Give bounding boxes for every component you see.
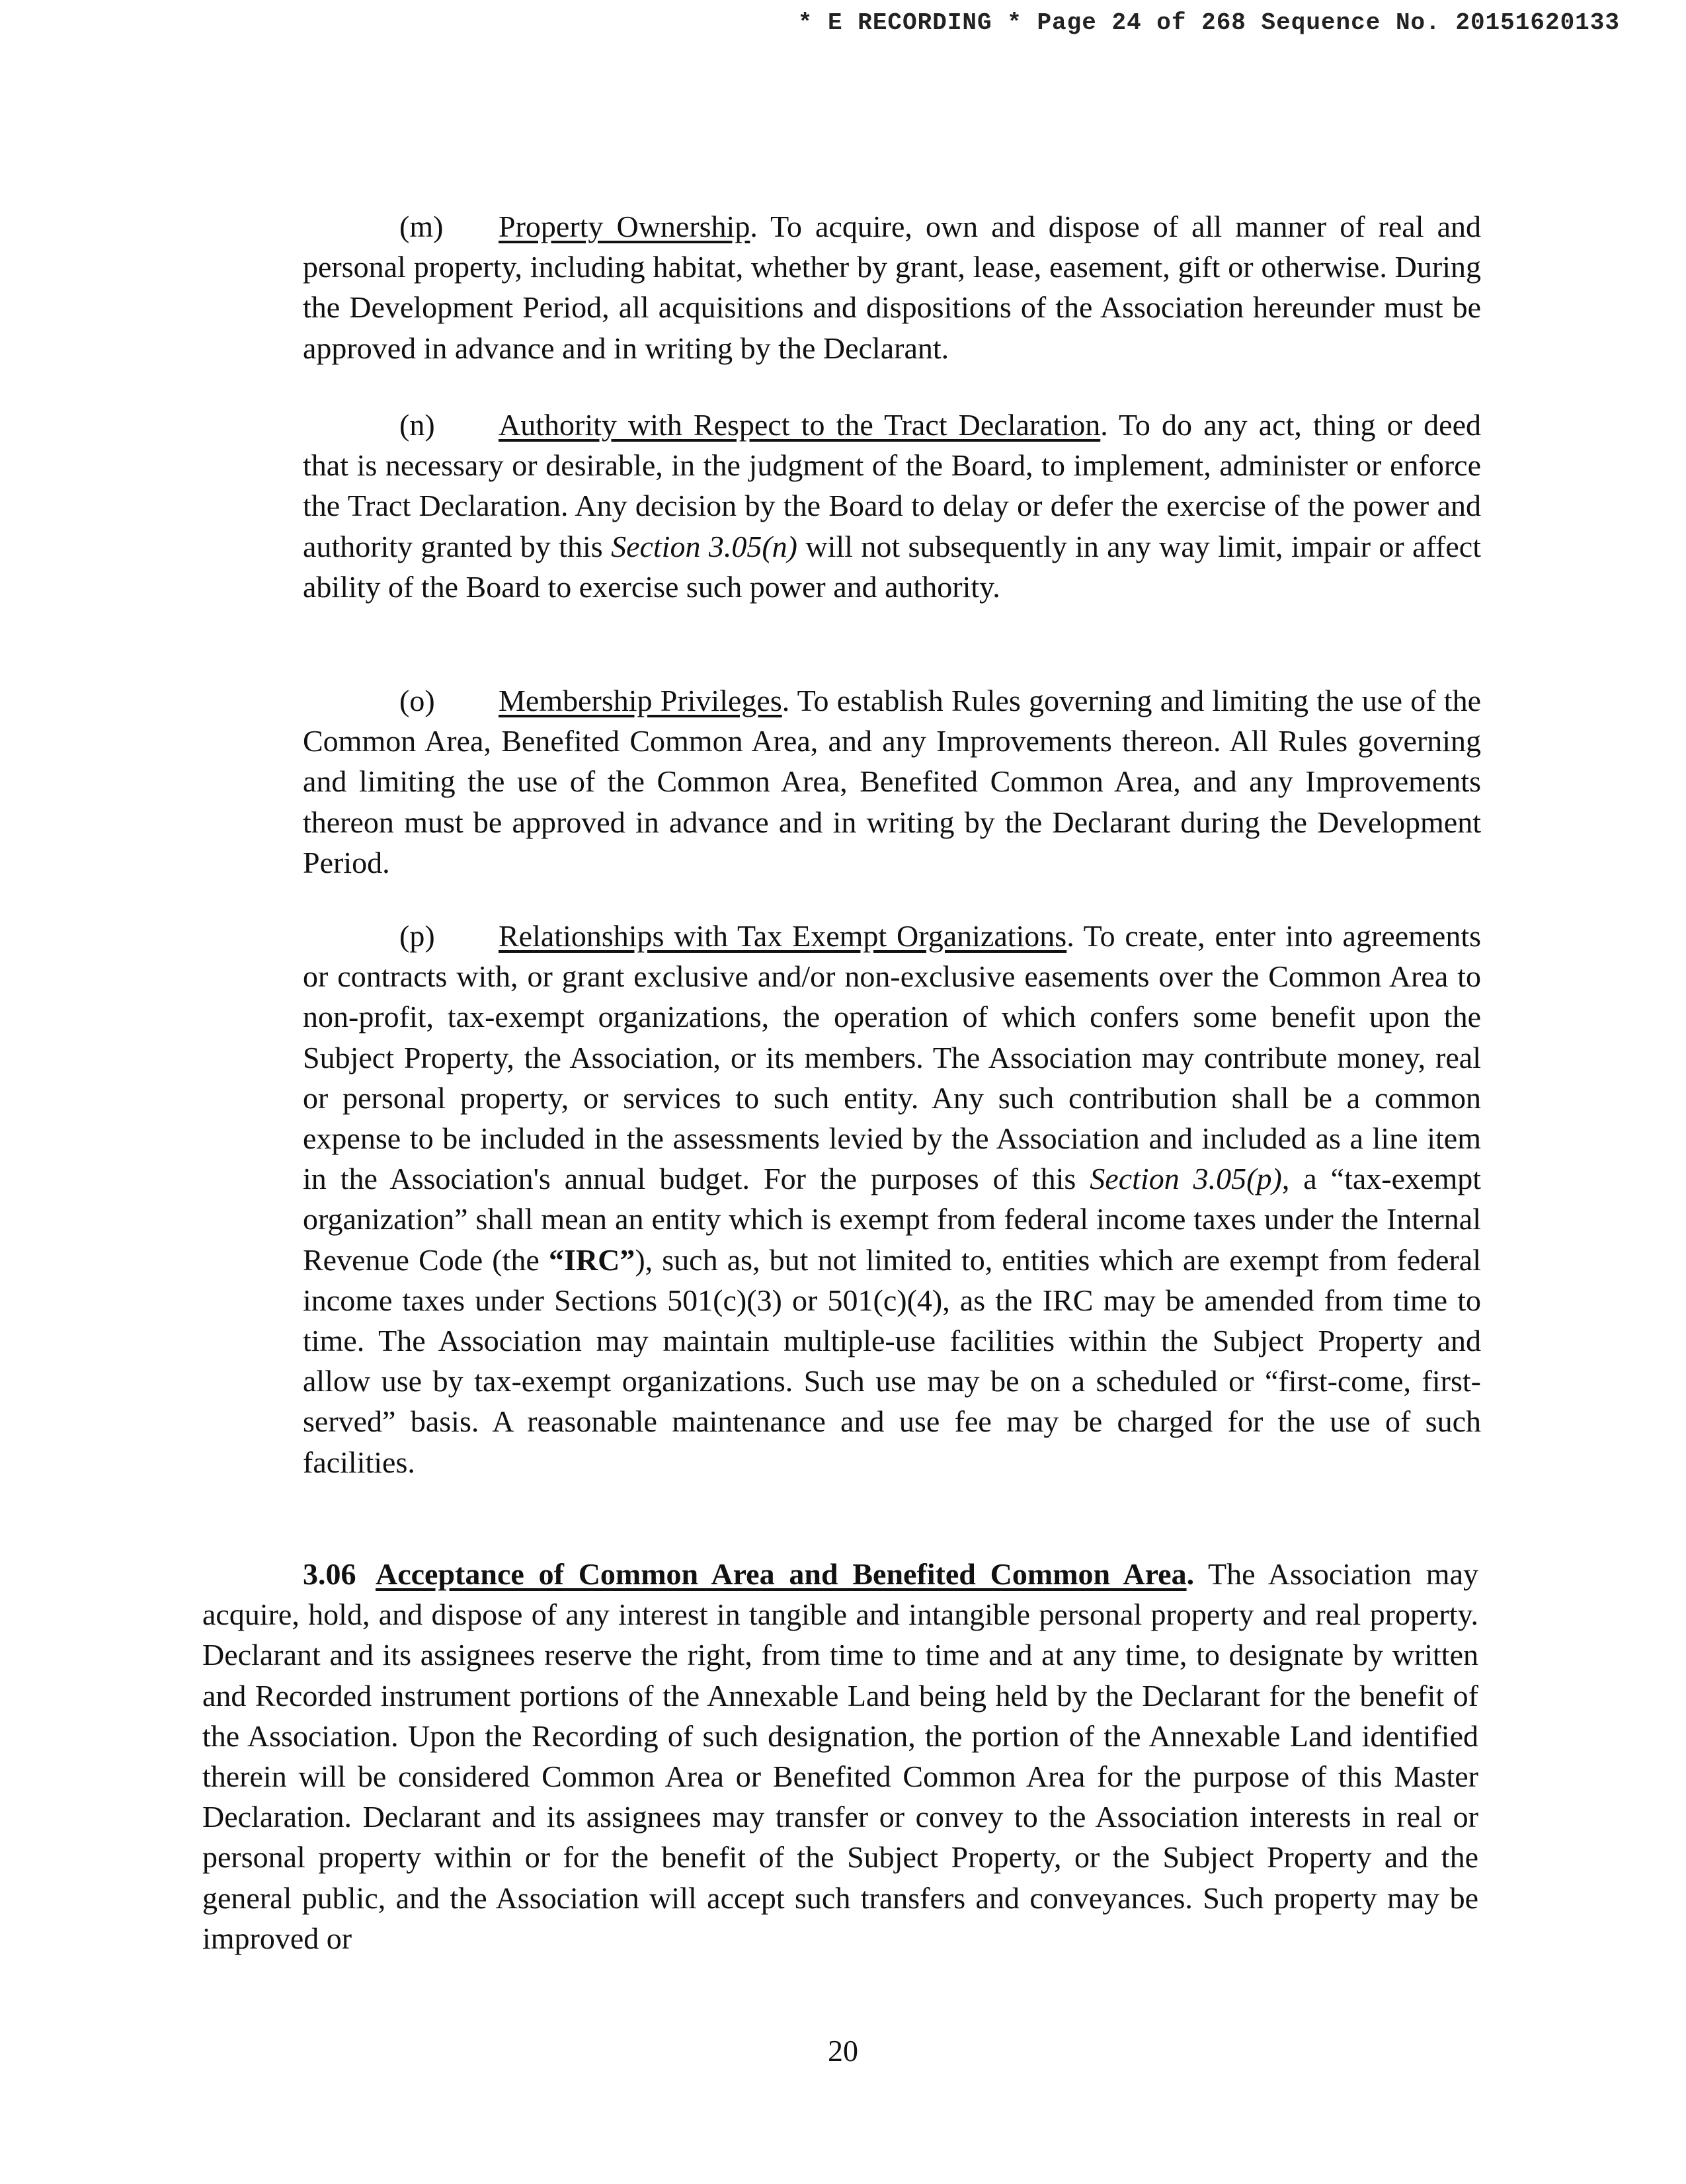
paragraph-text: will not subsequently in any way limit, impair or affect ability of the Board to exercise such power and authority. bbox=[303, 529, 1481, 604]
section-heading: Acceptance of Common Area and Benefited Common Area bbox=[376, 1557, 1187, 1591]
paragraph-heading: Authority with Respect to the Tract Declaration bbox=[499, 408, 1101, 442]
paragraph-text: , a “tax-exempt organization” shall mean an entity which is exempt from federal income taxes under the Internal Revenue Code (the bbox=[303, 1162, 1482, 1277]
heading-period: . bbox=[1186, 1557, 1195, 1591]
paragraph-label: (p) bbox=[399, 919, 435, 953]
paragraph-text: . To do any act, thing or deed that is necessary or desirable, in the judgment of the Board, to implement, administer or enforce the Tract Declaration. Any decision by the Board to delay or defer the exercise of the power and authority granted by this bbox=[303, 408, 1481, 563]
defined-term: “IRC” bbox=[548, 1242, 635, 1277]
paragraph-text: ), such as, but not limited to, entities which are exempt from federal income taxes under Sections 501(c)(3) or 501(c)(4), as the IRC may be amended from time to time. The Association may maintain multiple-use facilities within the Subject Property and allow use by tax-exempt organizations. Such use may be on a scheduled or “first-come, first-served” basis. A reasonable maintenance and use fee may be charged for the use of such facilities. bbox=[303, 1242, 1481, 1479]
paragraph-heading: Relationships with Tax Exempt Organizations bbox=[499, 919, 1067, 953]
paragraph-label: (o) bbox=[399, 684, 435, 717]
paragraph-m bbox=[303, 206, 1481, 368]
paragraph-heading: Property Ownership bbox=[499, 210, 750, 243]
paragraph-label: (n) bbox=[399, 408, 435, 442]
paragraph-text: . To create, enter into agreements or contracts with, or grant exclusive and/or non-exclusive easements over the Common Area to non-profit, tax-exempt organizations, the operation of which confers some benefit upon the Subject Property, the Association, or its members. The Association may contribute money, real or personal property, or services to such entity. Any such contribution shall be a common expense to be included in the assessments levied by the Association and included as a line item in the Association's annual budget. For the purposes of this bbox=[303, 919, 1482, 1196]
recording-header: * E RECORDING * Page 24 of 268 Sequence No. 20151620133 bbox=[797, 9, 1620, 36]
paragraph-text: . To establish Rules governing and limiting the use of the Common Area, Benefited Common Area, and any Improvements thereon. All Rules governing and limiting the use of the Common Area, Benefited Common Area, and any Improvements thereon must be approved in advance and in writing by the Declarant during the Development Period. bbox=[303, 684, 1481, 879]
section-3-06 bbox=[202, 1554, 1478, 1959]
section-text: The Association may acquire, hold, and dispose of any interest in tangible and intangible personal property and real property. Declarant and its assignees reserve the right, from time to time and at any time, to designate by written and Recorded instrument portions of the Annexable Land being held by the Declarant for the benefit of the Association. Upon the Recording of such designation, the portion of the Annexable Land identified therein will be considered Common Area or Benefited Common Area for the purpose of this Master Declaration. Declarant and its assignees may transfer or convey to the Association interests in real or personal property within or for the benefit of the Subject Property, or the Subject Property and the general public, and the Association will accept such transfers and conveyances. Such property may be improved or bbox=[202, 1557, 1478, 1955]
paragraph-label: (m) bbox=[399, 210, 444, 243]
section-number: 3.06 bbox=[303, 1557, 356, 1591]
page-number: 20 bbox=[828, 2034, 858, 2068]
paragraph-o bbox=[303, 680, 1481, 883]
paragraph-text: . To acquire, own and dispose of all manner of real and personal property, including habitat, whether by grant, lease, easement, gift or otherwise. During the Development Period, all acquisitions and dispositions of the Association hereunder must be approved in advance and in writing by the Declarant. bbox=[303, 210, 1481, 365]
paragraph-heading: Membership Privileges bbox=[499, 684, 782, 717]
section-reference: Section 3.05(p) bbox=[1090, 1162, 1282, 1196]
paragraph-p bbox=[303, 916, 1481, 1482]
paragraph-n bbox=[303, 405, 1481, 607]
section-reference: Section 3.05(n) bbox=[611, 529, 797, 563]
